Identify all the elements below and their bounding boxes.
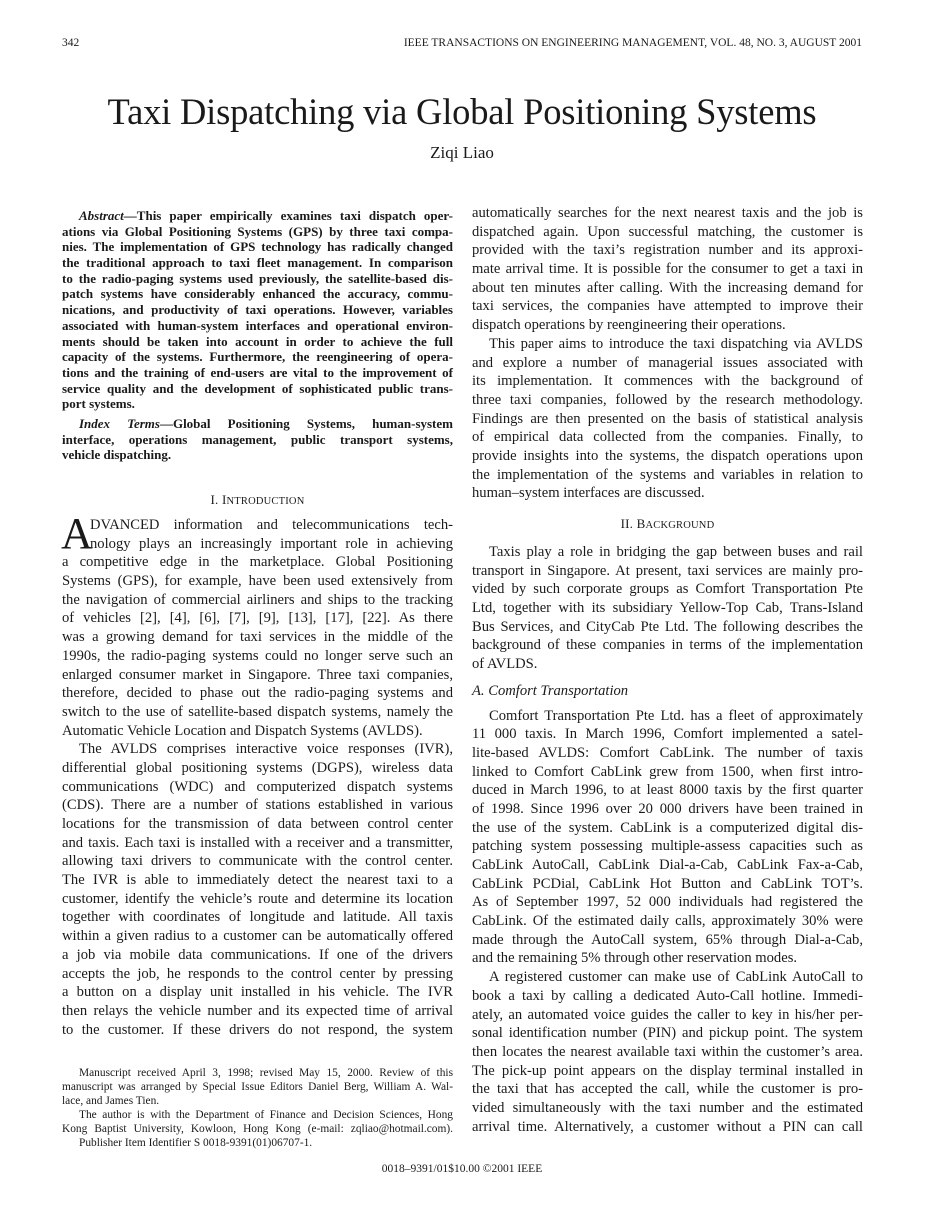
text-line: made through the AutoCall system, 65% through Dial-a-Cab, xyxy=(472,931,863,948)
text-line: arrival time. Alternatively, a customer without a PIN can call xyxy=(472,1118,863,1135)
page-number: 342 xyxy=(62,37,80,49)
text-line: a job via mobile data communications. If one of the drivers xyxy=(62,946,453,963)
text: —This paper empirically examines taxi dispatch oper- xyxy=(123,208,453,223)
text-line: This paper aims to introduce the taxi dispatching via AVLDS xyxy=(489,335,863,352)
text-line: Taxis play a role in bridging the gap between buses and rail xyxy=(489,544,863,560)
text-line: locations for the transmission of data between control center xyxy=(62,816,453,832)
paper-title: Taxi Dispatching via Global Positioning Systems xyxy=(107,91,817,132)
text-line: and taxis. Each taxi is installed with a receiver and a transmitter, xyxy=(62,834,453,851)
text-line: DVANCED information and telecommunications tech- xyxy=(90,517,453,533)
label: Index Terms xyxy=(79,416,160,431)
text-line: lace, and James Tien. xyxy=(62,1095,160,1107)
text-line: switch to the use of satellite-based dispatch systems, namely the xyxy=(62,703,453,720)
text-line: tions and the training of end-users are vital to the improvement of xyxy=(62,364,453,380)
text-line: then locates the nearest available taxi within the customer’s area. xyxy=(472,1043,863,1060)
index-terms xyxy=(62,416,453,463)
text-line: and explore a number of managerial issues associated with xyxy=(472,354,863,371)
text-line: taxi services, the companies have attempted to improve their xyxy=(472,298,863,315)
text-line: book a taxi by calling a dedicated Auto-Call hotline. Immedi- xyxy=(472,987,863,1004)
text-line: transport in Singapore. At present, taxi services are mainly pro- xyxy=(472,562,863,579)
text-line: the taxi that has accepted the call, while the customer is pro- xyxy=(472,1081,863,1098)
text-line: Bus Services, and CityCab Pte Ltd. The following describes the xyxy=(472,618,863,635)
text-line: of empirical data collected from the companies. Finally, to xyxy=(472,429,863,446)
author-name: Ziqi Liao xyxy=(430,143,494,162)
text-line: to the customer. If these drivers do not respond, the system xyxy=(62,1021,453,1038)
text-line: its implementation. It commences with the background of xyxy=(472,373,863,390)
text-line: dispatched again. Upon successful matching, the customer is xyxy=(472,223,863,240)
text-line: duced in March 1996, to at least 8000 taxis by the first quarter xyxy=(472,782,863,799)
text-line: background of these companies in terms of the implementation xyxy=(472,637,863,654)
text-line: Comfort Transportation Pte Ltd. has a fleet of approximately xyxy=(489,707,863,724)
text-line: nications, and productivity of taxi operations. However, variables xyxy=(62,302,453,318)
text-line: vided by such corporate groups as Comfort Transportation Pte xyxy=(472,581,863,598)
text-line: provide insights into the systems, the dispatch operations upon xyxy=(472,447,863,464)
text-line: port systems. xyxy=(62,396,135,412)
text-line: 1990s, the radio-paging systems could no longer serve such an xyxy=(62,647,453,664)
text-line: capacity of the systems. Furthermore, the reengineering of opera- xyxy=(62,349,453,365)
text-line: The pick-up point appears on the display terminal installed in xyxy=(472,1062,863,1079)
text-line: ments should be taken into account in order to achieve the full xyxy=(62,333,453,349)
text-line: The AVLDS comprises interactive voice responses (IVR), xyxy=(79,741,453,758)
copyright-footer: 0018–9391/01$10.00 ©2001 IEEE xyxy=(381,1163,543,1175)
text-line: sonal identification number (PIN) and pickup point. The system xyxy=(472,1025,863,1042)
text-line: of AVLDS. xyxy=(472,656,538,673)
text-line: the use of the system. CabLink is a computerized digital dis- xyxy=(472,819,863,836)
text-line: vehicle dispatching. xyxy=(62,447,172,463)
section-initial: B xyxy=(636,516,646,531)
abstract xyxy=(62,208,453,412)
text-line: interface, operations management, public transport systems, xyxy=(62,431,453,447)
section-number: II. xyxy=(620,516,637,531)
text-line: therefore, decided to phase out the radio-paging systems and xyxy=(62,685,453,702)
text-line: provided with the taxi’s registration number and its approxi- xyxy=(472,242,863,259)
text-line: ations via Global Positioning Systems (GPS) by three taxi compa- xyxy=(62,223,453,239)
text-line: patch systems have considerably enhanced the accuracy, commu- xyxy=(62,286,453,302)
text-line: ately, an automated voice guides the caller to key in his/her per- xyxy=(472,1006,863,1023)
text-line: a competitive edge in the marketplace. Global Positioning xyxy=(62,554,453,571)
text-line: lite-based AVLDS: Comfort CabLink. The number of taxis xyxy=(472,744,863,761)
text-line: and the remaining 5% through other reservation modes. xyxy=(472,950,798,967)
text-line: human–system interfaces are discussed. xyxy=(472,485,705,502)
text-line: Manuscript received April 3, 1998; revised May 15, 2000. Review of this xyxy=(79,1067,453,1079)
text-line: enlarged consumer market in Singapore. Three taxi companies, xyxy=(62,666,453,683)
text-line: differential global positioning systems (DGPS), wireless data xyxy=(62,759,453,776)
introduction xyxy=(61,509,453,1039)
text-line: Automatic Vehicle Location and Dispatch Systems (AVLDS). xyxy=(62,722,423,739)
text-line: to the radio-paging systems used previously, the satellite-based dis- xyxy=(62,270,453,286)
text-line: The author is with the Department of Finance and Decision Sciences, Hong xyxy=(79,1109,453,1121)
text: —Global Positioning Systems, human-system xyxy=(159,416,453,431)
section-initial: I xyxy=(221,492,227,507)
text-line: customer, identify the vehicle’s route and determine its location xyxy=(62,890,453,907)
section-title: ACKGROUND xyxy=(645,520,715,531)
text-line: allowing taxi drivers to communicate with the control center. xyxy=(62,853,453,870)
text-line: the implementation of the systems and variables in relation to xyxy=(472,466,863,483)
text-line: a button on a display unit installed in his vehicle. The IVR xyxy=(62,984,453,1001)
text-line: dispatch operations by reengineering their operations. xyxy=(472,317,786,334)
text-line: vided simultaneously with the taxi number and the estimated xyxy=(472,1099,863,1116)
text-line: Systems (GPS), for example, have been used extensively from xyxy=(62,573,453,590)
text-line: automatically searches for the next nearest taxis and the job is xyxy=(472,205,863,221)
text-line: the traditional approach to taxi fleet management. In comparison xyxy=(62,255,453,271)
text-line: three taxi companies, followed by the research methodology. xyxy=(472,391,863,408)
running-header: IEEE TRANSACTIONS ON ENGINEERING MANAGEMENT, VOL. 48, NO. 3, AUGUST 2001 xyxy=(403,37,862,49)
text-line: of vehicles [2], [4], [6], [7], [9], [13], [17], [22]. As there xyxy=(62,610,453,627)
text-line: associated with human-system interfaces and operational environ- xyxy=(62,317,453,333)
text-line: together with coordinates of longitude and latitude. All taxis xyxy=(62,909,453,926)
text-line: accepts the job, he responds to the control center by pressing xyxy=(62,965,453,982)
text-line: Kong Baptist University, Kowloon, Hong Kong (e-mail: zqliao@hotmail.com). xyxy=(62,1123,453,1135)
section-number: I. xyxy=(210,492,222,507)
text-line: CabLink. Of the estimated daily calls, approximately 30% were xyxy=(472,913,863,930)
section-heading-introduction xyxy=(62,491,453,511)
drop-cap: A xyxy=(61,509,93,558)
text-line: Ltd, together with its subsidiary Yellow-Top Cab, Trans-Island xyxy=(472,600,863,617)
text-line: then relays the vehicle number and its expected time of arrival xyxy=(62,1002,453,1019)
section-heading-background xyxy=(472,515,863,535)
subsection-heading: A. Comfort Transportation xyxy=(472,682,629,699)
text-line: A registered customer can make use of CabLink AutoCall to xyxy=(489,969,863,986)
footnotes xyxy=(62,1066,453,1150)
right-column xyxy=(472,204,863,1136)
text-line: patching system possessing multiple-assess capacities such as xyxy=(472,838,863,855)
text-line: The IVR is able to immediately detect the nearest taxi to a xyxy=(62,872,453,889)
text-line: nology plays an increasingly important role in achieving xyxy=(90,535,453,552)
text-line: mate arrival time. It is possible for the consumer to get a taxi in xyxy=(472,261,863,278)
text-line: Findings are then presented on the basis of statistical analysis xyxy=(472,410,863,427)
text-line: service quality and the development of sophisticated public trans- xyxy=(62,380,453,396)
text-line: CabLink PCDial, CabLink Hot Button and CabLink TOT’s. xyxy=(472,875,863,892)
label: Abstract xyxy=(79,208,124,223)
text-line: 11 000 taxis. In March 1996, Comfort implemented a satel- xyxy=(472,726,863,743)
text-line: of 1998. Since 1996 over 20 000 drivers have been trained in xyxy=(472,800,863,817)
text-line: As of September 1997, 52 000 individuals had registered the xyxy=(472,894,863,911)
text-line xyxy=(62,416,453,432)
text-line xyxy=(62,208,453,224)
text-line: manuscript was arranged by Special Issue Editors Daniel Berg, William A. Wal- xyxy=(62,1081,453,1093)
text-line: the navigation of commercial airliners and ships to the tracking xyxy=(62,591,453,608)
text-line: about ten minutes after calling. With the increasing demand for xyxy=(472,279,863,296)
text-line: linked to Comfort CabLink grew from 1500, when first intro- xyxy=(472,763,863,780)
text-line: (CDS). There are a number of stations established in various xyxy=(62,797,453,814)
text-line: was a growing demand for taxi services in the middle of the xyxy=(62,629,453,646)
text-line: CabLink AutoCall, CabLink Dial-a-Cab, CabLink Fax-a-Cab, xyxy=(472,857,863,874)
text-line: nies. The implementation of GPS technology has radically changed xyxy=(62,239,453,255)
text-line: Publisher Item Identifier S 0018-9391(01)06707-1. xyxy=(79,1137,313,1149)
section-title: NTRODUCTION xyxy=(226,496,305,507)
text-line: communications (WDC) and computerized dispatch systems xyxy=(62,778,453,795)
text-line: within a given radius to a customer can be automatically offered xyxy=(62,928,453,945)
